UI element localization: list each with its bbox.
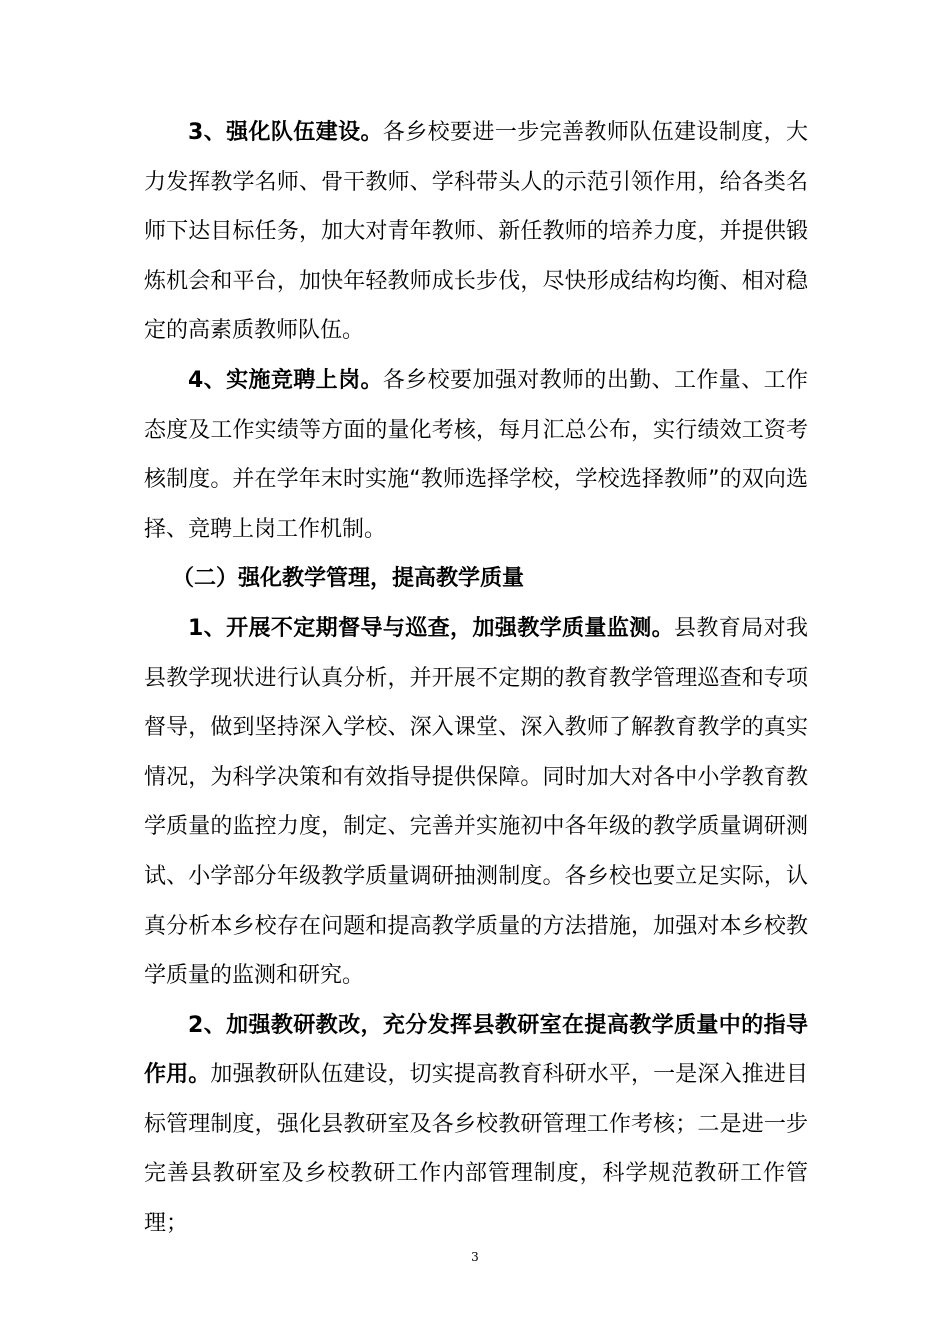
paragraph-text: 各乡校要加强对教师的出勤、工作量、工作态度及工作实绩等方面的量化考核，每月汇总公布，实行绩效工资考核制度。并在学年末时实施“教师选择学校，学校选择教师”的双向选择、竞聘上岗工作机制。	[144, 367, 808, 542]
paragraph-text: 各乡校要进一步完善教师队伍建设制度，大力发挥教学名师、骨干教师、学科带头人的示范引领作用，给各类名师下达目标任务，加大对青年教师、新任教师的培养力度，并提供锻炼机会和平台，加快年轻教师成长步伐，尽快形成结构均衡、相对稳定的高素质教师队伍。	[144, 120, 808, 344]
paragraph-lead: 3、强化队伍建设。	[188, 120, 383, 145]
section-heading-text: （二）强化教学管理，提高教学质量	[172, 566, 525, 592]
document-body	[144, 108, 808, 1249]
paragraph-text: 加强教研队伍建设，切实提高教育科研水平，一是深入推进目标管理制度，强化县教研室及各乡校教研管理工作考核；二是进一步完善县教研室及乡校教研工作内部管理制度，科学规范教研工作管理；	[144, 1062, 808, 1237]
page-number: 3	[471, 1250, 479, 1264]
paragraph-supervision	[144, 604, 808, 1001]
paragraph-lead: 1、开展不定期督导与巡查，加强教学质量监测。	[188, 615, 675, 641]
paragraph-lead: 4、实施竞聘上岗。	[188, 367, 383, 393]
paragraph-competitive-posts	[144, 356, 808, 554]
paragraph-text: 县教育局对我县教学现状进行认真分析，并开展不定期的教育教学管理巡查和专项督导，做到坚持深入学校、深入课堂、深入教师了解教育教学的真实情况，为科学决策和有效指导提供保障。同时加大对各中小学教育教学质量的监控力度，制定、完善并实施初中各年级的教学质量调研测试、小学部分年级教学质量调研抽测制度。各乡校也要立足实际，认真分析本乡校存在问题和提高教学质量的方法措施，加强对本乡校教学质量的监测和研究。	[144, 615, 808, 989]
section-heading	[144, 554, 808, 604]
paragraph-lead: 2、加强教研教改，充分发挥县教研室在提高教学质量中的指导作用。	[144, 1012, 808, 1088]
paragraph-teaching-research	[144, 1001, 808, 1249]
paragraph-team-building	[144, 108, 808, 356]
